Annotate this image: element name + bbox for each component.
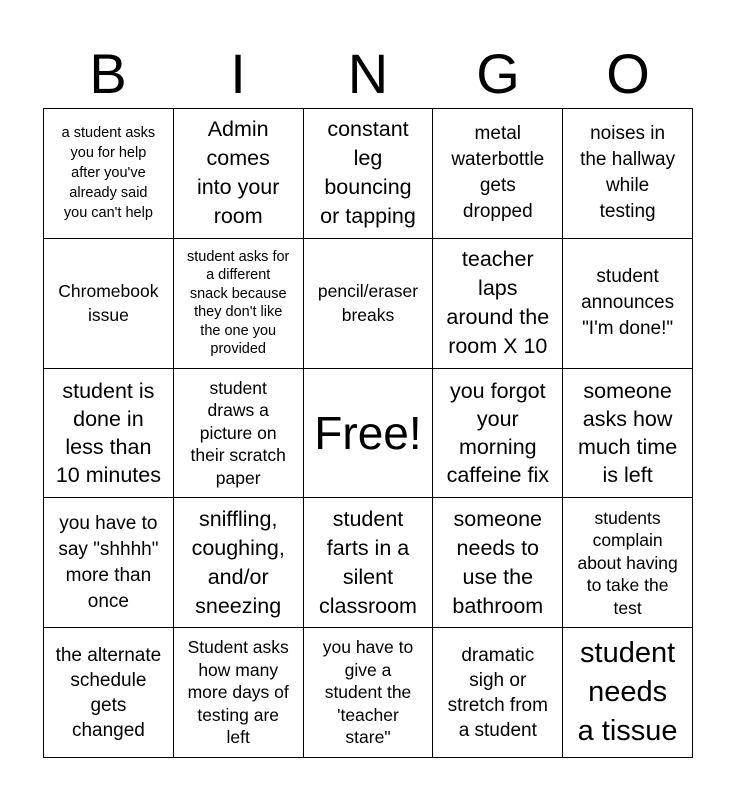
bingo-cell[interactable] <box>304 628 434 758</box>
bingo-grid <box>43 108 693 758</box>
free-space-text: Free! <box>314 406 422 459</box>
cell-text: student needs a tissue <box>577 637 678 748</box>
header-letter-g: G <box>476 42 520 105</box>
bingo-cell[interactable] <box>44 498 174 628</box>
cell-text: noises in the hallway while testing <box>580 123 676 223</box>
bingo-cell[interactable] <box>174 369 304 499</box>
cell-text: Admin comes into your room <box>196 117 280 229</box>
bingo-cell[interactable] <box>563 369 693 499</box>
bingo-cell[interactable] <box>44 628 174 758</box>
cell-text: someone asks how much time is left <box>578 378 678 487</box>
bingo-cell[interactable] <box>563 498 693 628</box>
bingo-cell[interactable] <box>174 109 304 239</box>
cell-text: Chromebook issue <box>58 281 159 326</box>
cell-text: you have to say "shhhh" more than once <box>58 512 159 612</box>
bingo-cell[interactable] <box>304 109 434 239</box>
cell-text: constant leg bouncing or tapping <box>320 117 416 229</box>
bingo-cell[interactable] <box>433 498 563 628</box>
cell-text: sniffling, coughing, and/or sneezing <box>191 506 285 618</box>
header-letter-i: I <box>230 42 246 105</box>
cell-text: Student asks how many more days of testing are left <box>187 637 289 748</box>
bingo-cell[interactable] <box>563 239 693 369</box>
bingo-cell[interactable] <box>433 109 563 239</box>
bingo-cell[interactable] <box>44 369 174 499</box>
cell-text: pencil/eraser breaks <box>317 281 419 326</box>
bingo-cell[interactable] <box>44 109 174 239</box>
cell-text: student farts in a silent classroom <box>319 506 417 618</box>
bingo-cell[interactable] <box>44 239 174 369</box>
cell-text: you forgot your morning caffeine fix <box>446 378 549 487</box>
cell-text: someone needs to use the bathroom <box>452 506 544 618</box>
bingo-cell[interactable] <box>433 628 563 758</box>
cell-text: metal waterbottle gets dropped <box>451 123 545 223</box>
cell-text: dramatic sigh or stretch from a student <box>447 644 548 741</box>
cell-text: student announces "I'm done!" <box>581 266 675 340</box>
cell-text: students complain about having to take the test <box>577 507 678 618</box>
bingo-cell[interactable] <box>174 239 304 369</box>
cell-text: you have to give a student the 'teacher stare" <box>322 637 414 748</box>
bingo-cell[interactable] <box>304 239 434 369</box>
cell-text: the alternate schedule gets changed <box>55 644 162 741</box>
bingo-cell[interactable] <box>433 369 563 499</box>
bingo-cell[interactable] <box>433 239 563 369</box>
header-letter-n: N <box>347 42 389 105</box>
bingo-cell[interactable] <box>174 498 304 628</box>
cell-text: a student asks you for help after you've already said you can't help <box>61 125 156 222</box>
header-letter-b: B <box>89 42 127 105</box>
bingo-cell[interactable] <box>563 628 693 758</box>
bingo-cell[interactable] <box>174 628 304 758</box>
cell-text: teacher laps around the room X 10 <box>446 247 550 359</box>
bingo-cell[interactable] <box>304 369 434 499</box>
bingo-cell[interactable] <box>563 109 693 239</box>
cell-text: student is done in less than 10 minutes <box>55 378 161 487</box>
bingo-header <box>43 40 693 108</box>
header-letter-o: O <box>606 42 650 105</box>
cell-text: student draws a picture on their scratch paper <box>190 377 286 488</box>
cell-text: student asks for a different snack because they don't like the one you provided <box>187 248 290 358</box>
bingo-cell[interactable] <box>304 498 434 628</box>
